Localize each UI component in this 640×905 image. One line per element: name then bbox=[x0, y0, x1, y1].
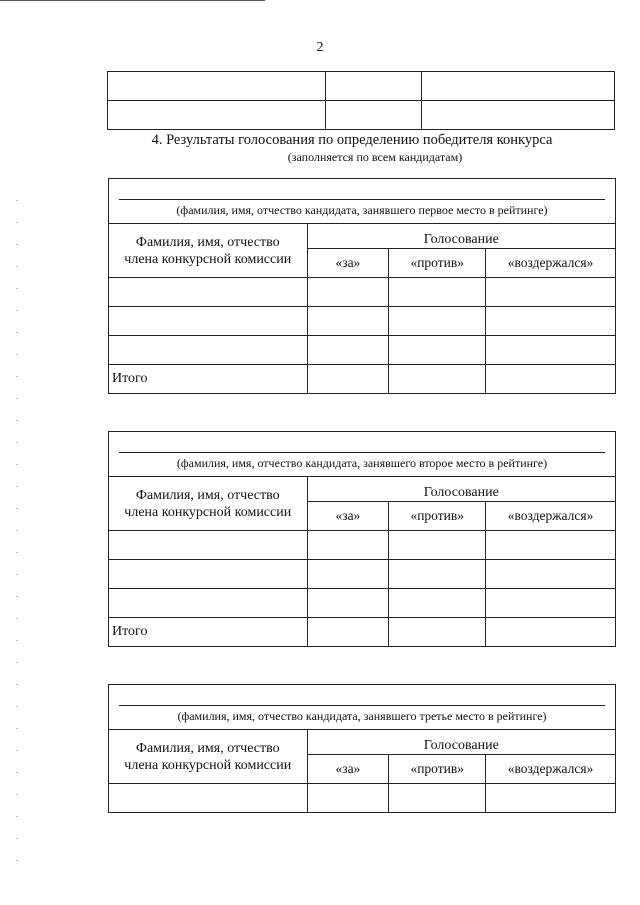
table-row bbox=[109, 278, 616, 307]
vote-abstained-cell[interactable] bbox=[486, 784, 616, 813]
candidate-name-line bbox=[119, 705, 605, 706]
option-abstained: «воздержался» bbox=[486, 249, 616, 278]
total-against-cell[interactable] bbox=[389, 618, 486, 647]
total-abstained-cell[interactable] bbox=[486, 618, 616, 647]
vote-against-cell[interactable] bbox=[389, 589, 486, 618]
section-subheading: (заполняется по всем кандидатам) bbox=[287, 150, 463, 164]
candidate-row bbox=[109, 432, 616, 477]
table-cell bbox=[422, 72, 615, 101]
table-row bbox=[109, 531, 616, 560]
page-number: 2 bbox=[316, 40, 324, 55]
vote-for-cell[interactable] bbox=[307, 784, 389, 813]
vote-against-cell[interactable] bbox=[389, 336, 486, 365]
vote-against-cell[interactable] bbox=[389, 560, 486, 589]
voting-header: Голосование bbox=[307, 477, 615, 502]
table-row bbox=[109, 307, 616, 336]
total-against-cell[interactable] bbox=[389, 365, 486, 394]
member-name-header-line2: члена конкурсной комиссии bbox=[124, 757, 292, 773]
vote-for-cell[interactable] bbox=[307, 307, 389, 336]
option-against: «против» bbox=[389, 249, 486, 278]
candidate-caption: (фамилия, имя, отчество кандидата, занявшего второе место в рейтинге) bbox=[176, 456, 548, 470]
candidate-name-line bbox=[119, 452, 605, 453]
vote-for-cell[interactable] bbox=[307, 531, 389, 560]
table-row bbox=[109, 560, 616, 589]
member-name-cell[interactable] bbox=[109, 589, 308, 618]
voting-header: Голосование bbox=[307, 730, 615, 755]
vote-against-cell[interactable] bbox=[389, 784, 486, 813]
vote-abstained-cell[interactable] bbox=[486, 589, 616, 618]
table-row bbox=[108, 101, 615, 130]
voting-table-third-place bbox=[108, 684, 616, 813]
member-name-header-line1: Фамилия, имя, отчество bbox=[135, 487, 280, 503]
candidate-caption: (фамилия, имя, отчество кандидата, занявшего первое место в рейтинге) bbox=[176, 203, 548, 217]
member-name-header-line2: члена конкурсной комиссии bbox=[124, 251, 292, 267]
candidate-name-line bbox=[119, 199, 605, 200]
total-for-cell[interactable] bbox=[307, 618, 389, 647]
table-cell bbox=[108, 101, 326, 130]
margin-dots bbox=[16, 200, 18, 880]
option-for: «за» bbox=[307, 502, 389, 531]
member-name-header-line2: члена конкурсной комиссии bbox=[124, 504, 292, 520]
total-for-cell[interactable] bbox=[307, 365, 389, 394]
table-row bbox=[108, 72, 615, 101]
total-label: Итого bbox=[109, 618, 308, 647]
vote-against-cell[interactable] bbox=[389, 307, 486, 336]
header-row bbox=[109, 477, 616, 502]
candidate-row bbox=[109, 685, 616, 730]
header-row bbox=[109, 224, 616, 249]
vote-abstained-cell[interactable] bbox=[486, 531, 616, 560]
candidate-name-cell[interactable] bbox=[109, 685, 616, 730]
voting-header: Голосование bbox=[307, 224, 615, 249]
option-for: «за» bbox=[307, 755, 389, 784]
vote-abstained-cell[interactable] bbox=[486, 307, 616, 336]
total-abstained-cell[interactable] bbox=[486, 365, 616, 394]
member-name-header-line1: Фамилия, имя, отчество bbox=[135, 234, 280, 250]
table-cell bbox=[422, 101, 615, 130]
total-row bbox=[109, 618, 616, 647]
top-rule bbox=[0, 0, 265, 1]
candidate-caption: (фамилия, имя, отчество кандидата, занявшего третье место в рейтинге) bbox=[177, 709, 547, 723]
member-name-cell[interactable] bbox=[109, 560, 308, 589]
vote-against-cell[interactable] bbox=[389, 531, 486, 560]
member-name-cell[interactable] bbox=[109, 336, 308, 365]
header-row bbox=[109, 730, 616, 755]
candidate-row bbox=[109, 179, 616, 224]
member-name-header bbox=[109, 224, 308, 278]
candidate-name-cell[interactable] bbox=[109, 432, 616, 477]
member-name-cell[interactable] bbox=[109, 307, 308, 336]
option-for: «за» bbox=[307, 249, 389, 278]
continuation-table bbox=[107, 71, 615, 130]
table-row bbox=[109, 589, 616, 618]
vote-for-cell[interactable] bbox=[307, 589, 389, 618]
total-row bbox=[109, 365, 616, 394]
member-name-cell[interactable] bbox=[109, 531, 308, 560]
option-abstained: «воздержался» bbox=[486, 502, 616, 531]
table-cell bbox=[325, 101, 422, 130]
member-name-header-line1: Фамилия, имя, отчество bbox=[135, 740, 280, 756]
total-label: Итого bbox=[109, 365, 308, 394]
member-name-cell[interactable] bbox=[109, 784, 308, 813]
option-against: «против» bbox=[389, 755, 486, 784]
vote-against-cell[interactable] bbox=[389, 278, 486, 307]
member-name-header bbox=[109, 730, 308, 784]
option-against: «против» bbox=[389, 502, 486, 531]
table-row bbox=[109, 336, 616, 365]
table-cell bbox=[108, 72, 326, 101]
vote-for-cell[interactable] bbox=[307, 560, 389, 589]
vote-abstained-cell[interactable] bbox=[486, 278, 616, 307]
member-name-cell[interactable] bbox=[109, 278, 308, 307]
member-name-header bbox=[109, 477, 308, 531]
vote-abstained-cell[interactable] bbox=[486, 336, 616, 365]
vote-abstained-cell[interactable] bbox=[486, 560, 616, 589]
option-abstained: «воздержался» bbox=[486, 755, 616, 784]
table-cell bbox=[325, 72, 422, 101]
section-heading: 4. Результаты голосования по определению победителя конкурса bbox=[151, 132, 553, 148]
vote-for-cell[interactable] bbox=[307, 336, 389, 365]
voting-table-first-place bbox=[108, 178, 616, 394]
voting-table-second-place bbox=[108, 431, 616, 647]
candidate-name-cell[interactable] bbox=[109, 179, 616, 224]
table-row bbox=[109, 784, 616, 813]
vote-for-cell[interactable] bbox=[307, 278, 389, 307]
